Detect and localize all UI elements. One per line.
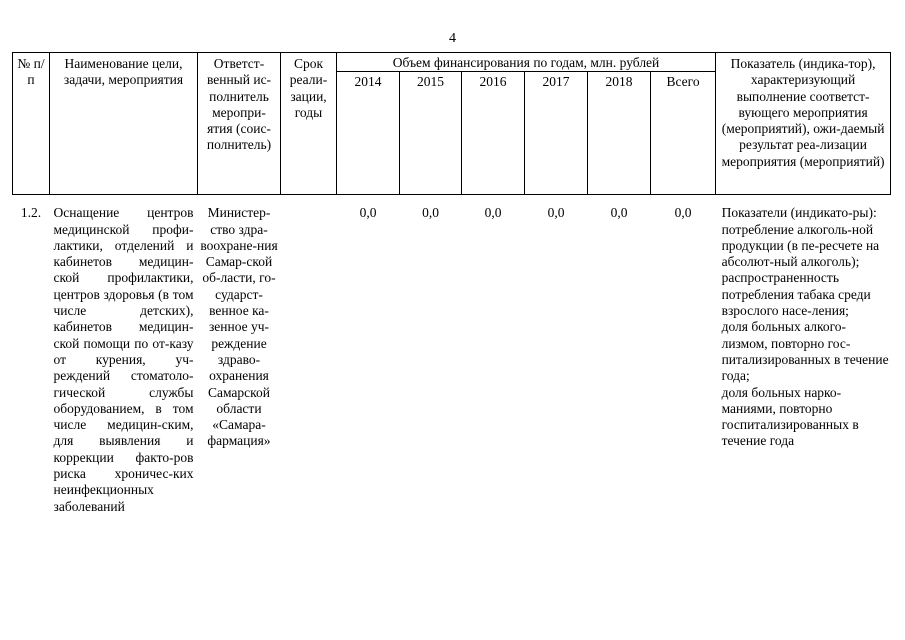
header-num: № п/п [13,53,50,195]
row-amount-2018: 0,0 [610,205,628,221]
row-amount-2017: 0,0 [547,205,565,221]
row-responsible: Министер-ство здра-воохране-ния Самар-ской об-ласти, го-сударст-венное ка-зенное уч-реждение здраво-охранения Самарской области «Самара-фармация» [200,205,278,449]
header-indicator: Показатель (индика-тор), характеризующий выполнение соответст-вующего мероприятия (мероприятий), ожи-даемый результат реа-лизации мероприятия (мероприятий) [716,53,891,195]
table-row [13,195,891,515]
row-measure: Оснащение центров медицинской профи-лактики, отделений и кабинетов медицин-ской профилактики, центров здоровья (в том числе детских), кабинетов медицин-ской помощи по от-казу от курения, уч-реждений стоматоло-гической службы оборудованием, в том числе медицин-ским, для выявления и коррекции факто-ров риска хроничес-ких неинфекционных заболеваний [53,205,194,514]
header-funding: Объем финансирования по годам, млн. рублей [337,53,716,72]
row-term [281,195,337,515]
row-amount-2016: 0,0 [484,205,502,221]
row-indicator [716,195,891,515]
header-year-2018: 2018 [588,72,651,195]
indicator-item: доля больных нарко-маниями, повторно госпитализированных в течение года [721,384,859,449]
row-num: 1.2. [20,205,42,221]
header-year-total: Всего [651,72,716,195]
header-row [13,53,891,72]
header-year-2015: 2015 [400,72,462,195]
indicator-item: доля больных алкого-лизмом, повторно гос-питализированных в течение года; [721,319,889,384]
header-year-2014: 2014 [337,72,400,195]
indicator-item: потребление алкоголь-ной продукции (в пе-ресчете на абсолют-ный алкоголь); [721,221,880,270]
header-year-2017: 2017 [525,72,588,195]
header-term: Срок реали-зации, годы [281,53,337,195]
header-responsible: Ответст-венный ис-полнитель меропри-ятия (соис-полнитель) [198,53,281,195]
program-table [12,52,891,515]
header-year-2016: 2016 [462,72,525,195]
indicator-item: распространенность потребления табака среди взрослого насе-ления; [721,270,871,319]
row-amount-total: 0,0 [674,205,692,221]
page-number: 4 [449,31,456,46]
row-amount-2014: 0,0 [359,205,377,221]
indicator-title: Показатели (индикато-ры): [721,205,877,221]
row-amount-2015: 0,0 [422,205,439,221]
header-measure: Наименование цели, задачи, мероприятия [50,53,198,195]
